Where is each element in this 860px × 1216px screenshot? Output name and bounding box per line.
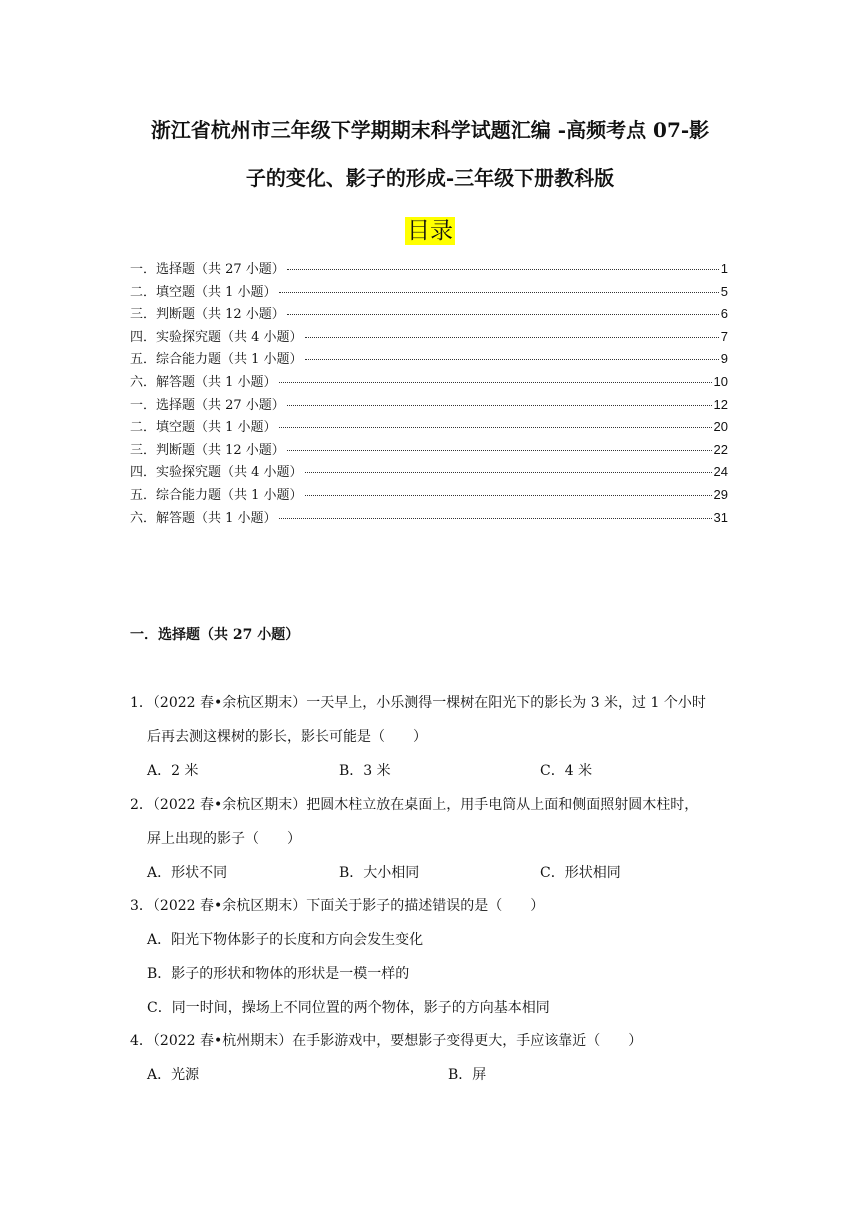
table-of-contents bbox=[130, 258, 728, 529]
toc-entry-page-number: 1 bbox=[720, 261, 728, 276]
toc-entry-label: 六．解答题（共 1 小题） bbox=[130, 374, 277, 390]
question-3 bbox=[130, 889, 730, 1025]
toc-entry-label: 六．解答题（共 1 小题） bbox=[130, 510, 277, 526]
question-3-option-a[interactable]: A．阳光下物体影子的长度和方向会发生变化 bbox=[147, 932, 424, 948]
question-2-options bbox=[130, 856, 730, 890]
question-2 bbox=[130, 788, 730, 890]
toc-entry[interactable] bbox=[130, 394, 728, 417]
question-1-option-a[interactable]: A．2 米 bbox=[147, 763, 199, 779]
toc-entry-page-number: 20 bbox=[713, 419, 728, 435]
document-title bbox=[110, 106, 750, 202]
toc-entry[interactable] bbox=[130, 258, 728, 281]
question-2-option-c[interactable]: C．形状相同 bbox=[540, 865, 621, 881]
toc-entry-page-number: 22 bbox=[713, 441, 728, 457]
question-1-stem-line-2: 后再去测这棵树的影长，影长可能是（ ） bbox=[147, 729, 427, 745]
toc-entry-label: 三．判断题（共 12 小题） bbox=[130, 442, 285, 458]
question-4-stem: 4．（2022 春•杭州期末）在手影游戏中，要想影子变得更大，手应该靠近（ ） bbox=[130, 1033, 643, 1049]
toc-entry-label: 五．综合能力题（共 1 小题） bbox=[130, 487, 303, 503]
toc-entry-page-number: 5 bbox=[720, 283, 728, 299]
toc-entry-page-number: 7 bbox=[720, 328, 728, 344]
toc-entry[interactable] bbox=[130, 348, 728, 371]
question-3-option-b[interactable]: B．影子的形状和物体的形状是一模一样的 bbox=[147, 966, 410, 982]
toc-dot-leader bbox=[305, 337, 719, 338]
question-2-option-a[interactable]: A．形状不同 bbox=[147, 865, 228, 881]
toc-entry-label: 四．实验探究题（共 4 小题） bbox=[130, 329, 303, 345]
toc-dot-leader bbox=[287, 314, 719, 315]
toc-heading-wrapper bbox=[0, 212, 860, 245]
toc-entry-label: 二．填空题（共 1 小题） bbox=[130, 284, 277, 300]
title-line-2: 子的变化、影子的形成-三年级下册教科版 bbox=[245, 166, 615, 190]
question-3-stem: 3．（2022 春•余杭区期末）下面关于影子的描述错误的是（ ） bbox=[130, 898, 545, 914]
toc-entry-label: 一．选择题（共 27 小题） bbox=[130, 262, 285, 277]
toc-dot-leader bbox=[305, 359, 719, 360]
question-2-stem-line-1: 2．（2022 春•余杭区期末）把圆木柱立放在桌面上，用手电筒从上面和侧面照射圆木柱时， bbox=[130, 797, 699, 813]
toc-entry-page-number: 12 bbox=[713, 396, 728, 412]
toc-entry-page-number: 6 bbox=[720, 306, 728, 322]
question-1 bbox=[130, 686, 730, 788]
question-3-option-c[interactable]: C．同一时间，操场上不同位置的两个物体，影子的方向基本相同 bbox=[147, 1000, 550, 1016]
question-2-option-b[interactable]: B．大小相同 bbox=[339, 865, 420, 881]
toc-heading: 目录 bbox=[407, 218, 453, 244]
toc-entry[interactable] bbox=[130, 461, 728, 484]
toc-entry-page-number: 29 bbox=[713, 486, 728, 502]
toc-entry-page-number: 10 bbox=[713, 373, 728, 389]
title-line-1: 浙江省杭州市三年级下学期期末科学试题汇编 -高频考点 07-影 bbox=[150, 118, 710, 142]
toc-dot-leader bbox=[287, 269, 719, 270]
toc-entry-label: 一．选择题（共 27 小题） bbox=[130, 397, 285, 413]
toc-entry[interactable] bbox=[130, 507, 728, 530]
toc-entry[interactable] bbox=[130, 416, 728, 439]
toc-dot-leader bbox=[305, 472, 712, 473]
toc-entry-label: 五．综合能力题（共 1 小题） bbox=[130, 352, 303, 368]
toc-dot-leader bbox=[279, 382, 712, 383]
question-1-option-c[interactable]: C．4 米 bbox=[540, 763, 593, 779]
toc-entry-page-number: 9 bbox=[720, 351, 728, 367]
toc-entry-label: 三．判断题（共 12 小题） bbox=[130, 307, 285, 323]
question-1-options bbox=[130, 754, 730, 788]
toc-entry[interactable] bbox=[130, 371, 728, 394]
toc-dot-leader bbox=[305, 495, 712, 496]
toc-dot-leader bbox=[279, 427, 712, 428]
toc-entry[interactable] bbox=[130, 439, 728, 462]
toc-entry[interactable] bbox=[130, 484, 728, 507]
toc-dot-leader bbox=[279, 292, 719, 293]
toc-dot-leader bbox=[287, 450, 712, 451]
toc-entry-label: 四．实验探究题（共 4 小题） bbox=[130, 465, 303, 481]
question-1-stem-line-1: 1．（2022 春•余杭区期末）一天早上，小乐测得一棵树在阳光下的影长为 3 米，过 1 个小时 bbox=[130, 695, 706, 711]
toc-entry-label: 二．填空题（共 1 小题） bbox=[130, 420, 277, 436]
question-4 bbox=[130, 1024, 730, 1092]
toc-dot-leader bbox=[287, 405, 712, 406]
question-2-stem-line-2: 屏上出现的影子（ ） bbox=[147, 831, 301, 847]
toc-entry-page-number: 31 bbox=[713, 509, 728, 525]
question-4-options bbox=[130, 1058, 730, 1092]
toc-entry[interactable] bbox=[130, 281, 728, 304]
toc-entry-page-number: 24 bbox=[713, 464, 728, 480]
section-heading: 一．选择题（共 27 小题） bbox=[130, 627, 300, 643]
toc-entry[interactable] bbox=[130, 303, 728, 326]
question-4-option-b[interactable]: B．屏 bbox=[448, 1067, 487, 1083]
question-1-option-b[interactable]: B．3 米 bbox=[339, 763, 391, 779]
toc-entry[interactable] bbox=[130, 326, 728, 349]
question-4-option-a[interactable]: A．光源 bbox=[147, 1067, 200, 1083]
toc-dot-leader bbox=[279, 518, 712, 519]
